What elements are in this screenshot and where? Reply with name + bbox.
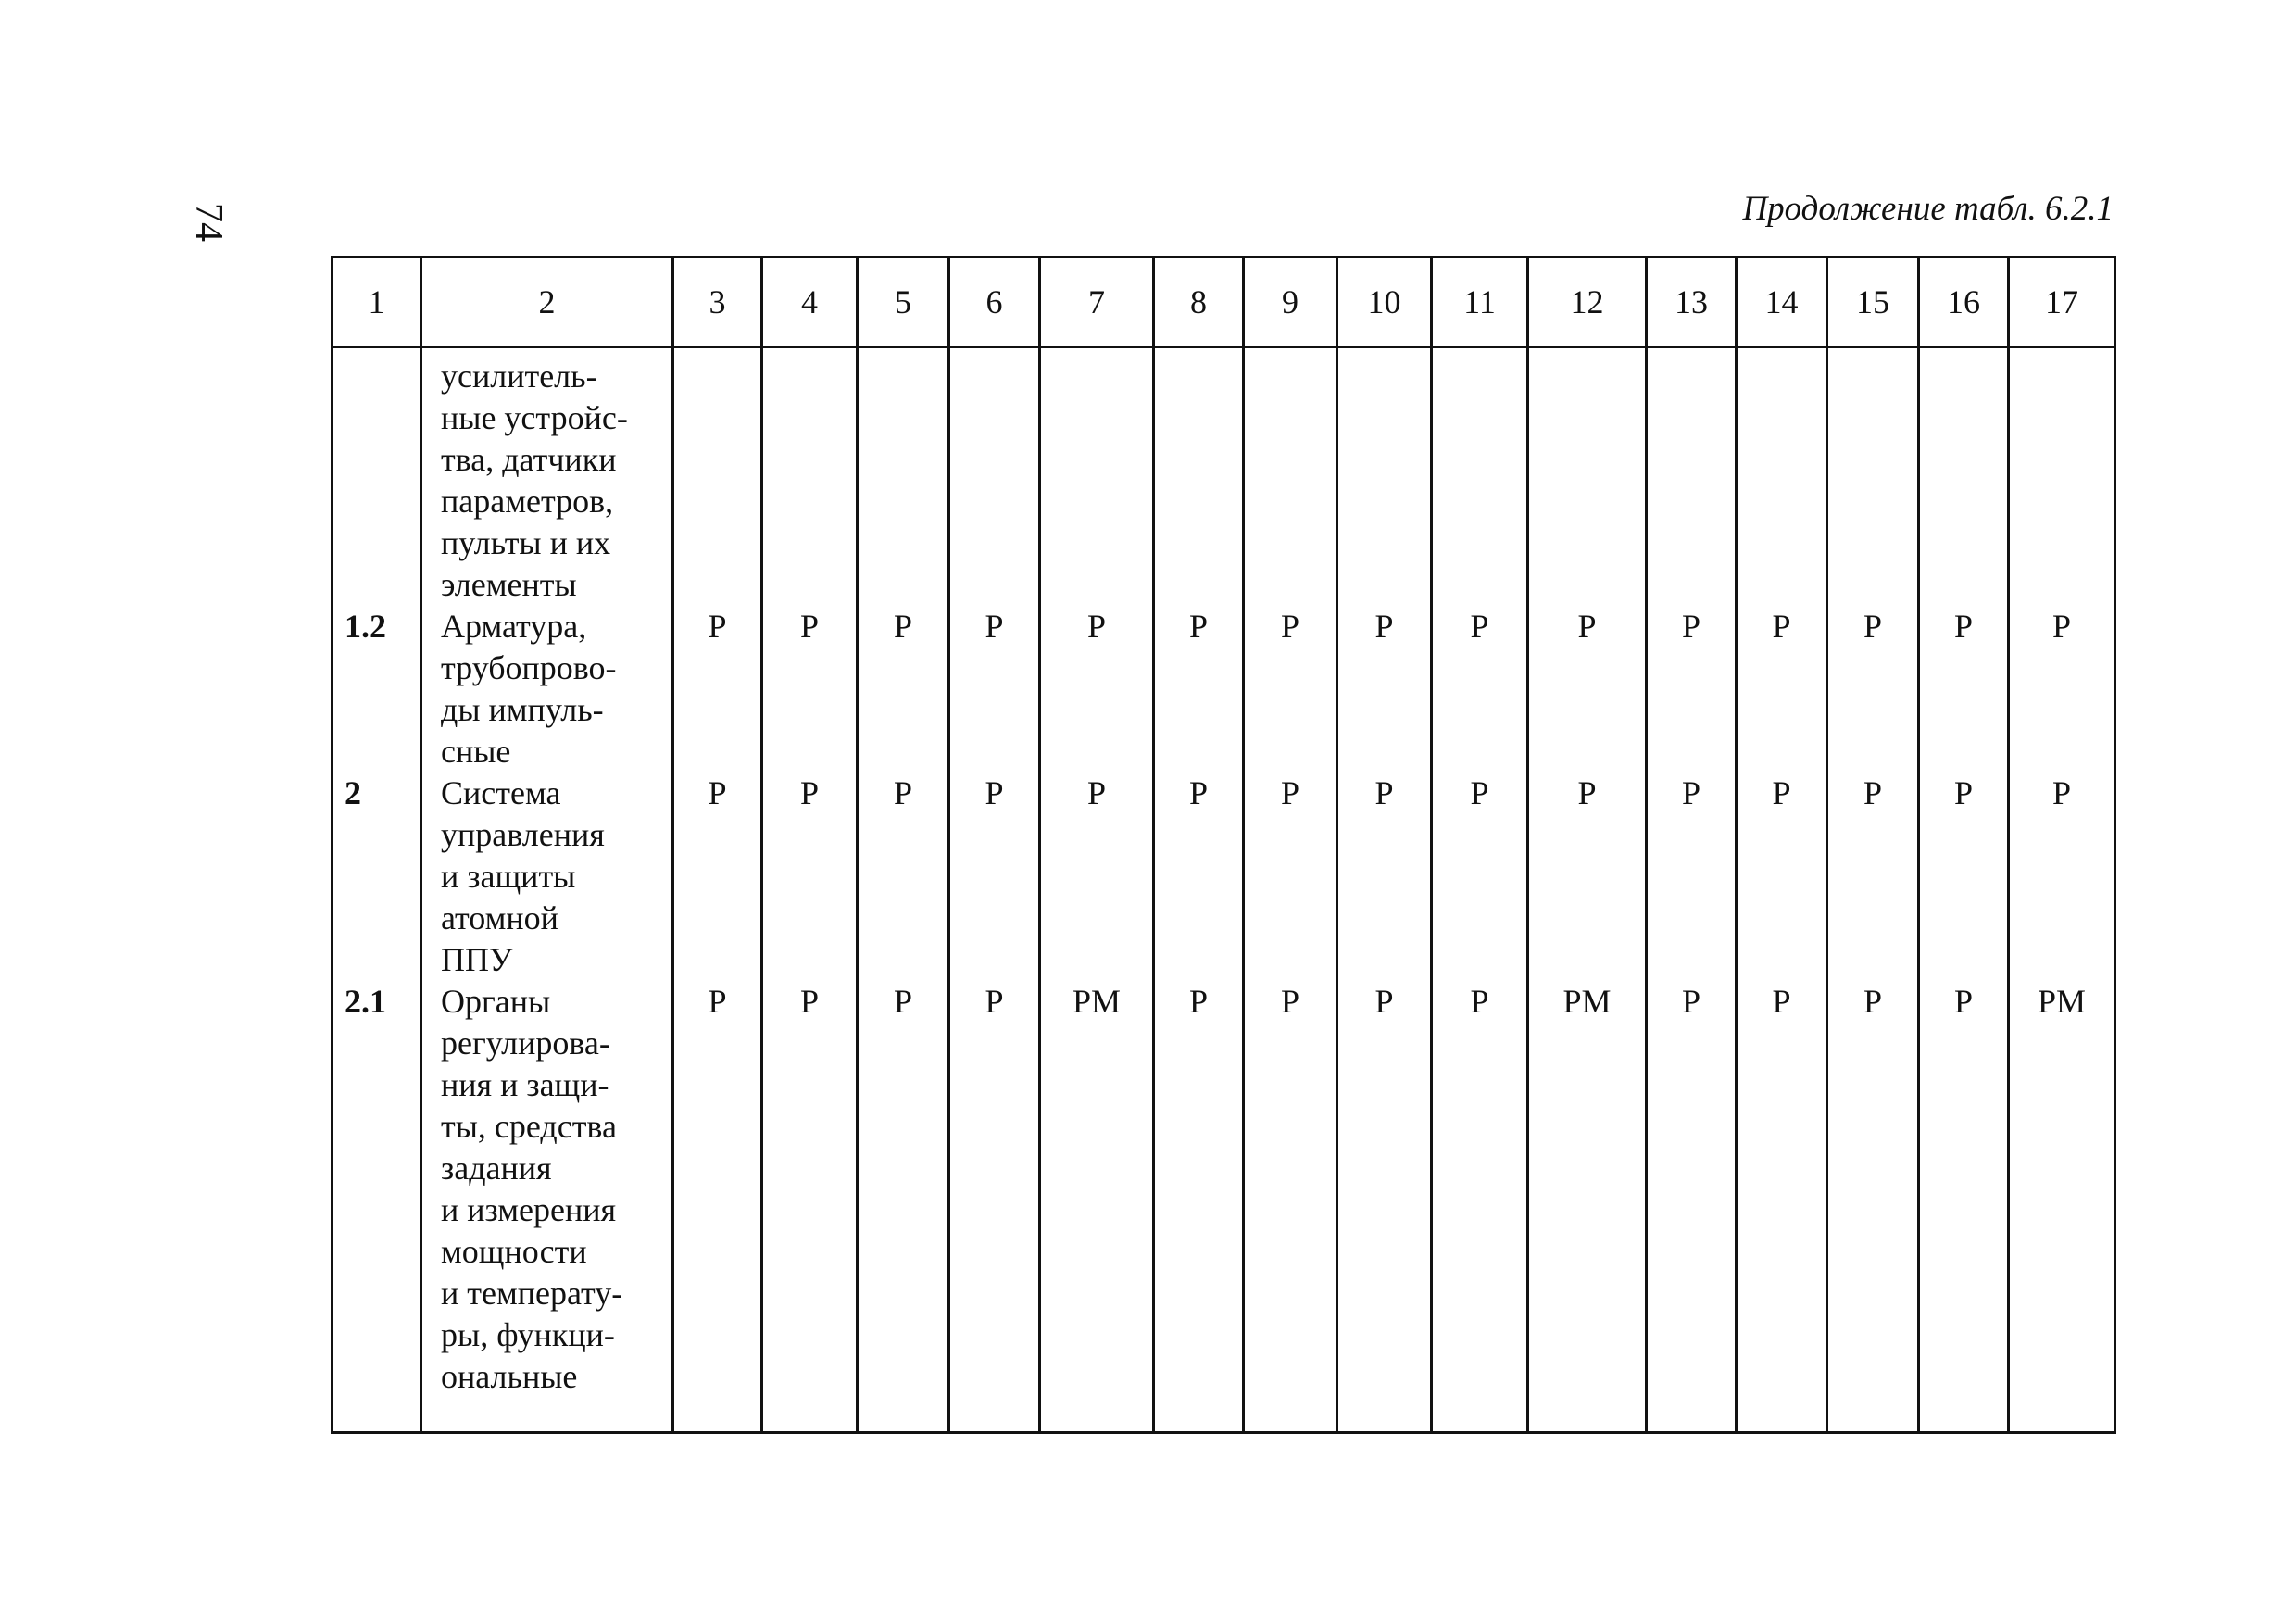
mark-cell-col-4: Р [762,981,858,1433]
mark-cell-col-3: Р [673,606,762,773]
mark-cell-col-11: Р [1432,606,1528,773]
column-header-16: 16 [1919,258,2009,347]
mark-cell-col-12: Р [1528,773,1647,981]
table-body [332,347,2115,1433]
description-line: ональные [441,1358,578,1395]
column-header-2: 2 [421,258,673,347]
mark-cell-col-5: Р [858,773,949,981]
table-row [332,606,2115,773]
mark-cell-col-5 [858,347,949,607]
table-row [332,773,2115,981]
mark-cell-col-16: Р [1919,606,2009,773]
mark-cell-col-17: Р [2009,773,2115,981]
mark-cell-col-8: Р [1154,773,1244,981]
description-line: сные [441,733,511,770]
description-line: параметров, [441,483,614,520]
mark-cell-col-15: Р [1827,981,1919,1433]
mark-cell-col-9: Р [1244,981,1337,1433]
mark-cell-col-11: Р [1432,773,1528,981]
row-number: 2.1 [332,981,421,1433]
column-header-9: 9 [1244,258,1337,347]
description-line: усилитель- [441,358,597,395]
mark-cell-col-10: Р [1337,981,1432,1433]
description-line: мощности [441,1233,587,1270]
mark-cell-col-5: Р [858,606,949,773]
column-header-3: 3 [673,258,762,347]
row-description [421,981,673,1433]
mark-cell-col-16: Р [1919,981,2009,1433]
row-number: 1.2 [332,606,421,773]
mark-cell-col-17: РМ [2009,981,2115,1433]
mark-cell-col-3: Р [673,981,762,1433]
description-line: задания [441,1150,552,1187]
description-line: пульты и их [441,524,611,561]
mark-cell-col-11 [1432,347,1528,607]
mark-cell-col-9 [1244,347,1337,607]
mark-cell-col-16 [1919,347,2009,607]
row-description [421,773,673,981]
row-description [421,347,673,607]
mark-cell-col-4 [762,347,858,607]
column-header-13: 13 [1647,258,1737,347]
mark-cell-col-8: Р [1154,606,1244,773]
description-line: ные устройс- [441,399,628,436]
mark-cell-col-15: Р [1827,606,1919,773]
mark-cell-col-15 [1827,347,1919,607]
mark-cell-col-13: Р [1647,606,1737,773]
description-line: ния и защи- [441,1066,609,1103]
column-header-8: 8 [1154,258,1244,347]
mark-cell-col-4: Р [762,773,858,981]
mark-cell-col-14: Р [1737,606,1827,773]
mark-cell-col-17: Р [2009,606,2115,773]
mark-cell-col-14: Р [1737,981,1827,1433]
mark-cell-col-8: Р [1154,981,1244,1433]
column-header-6: 6 [949,258,1040,347]
mark-cell-col-10 [1337,347,1432,607]
description-line: Органы [441,983,551,1020]
column-header-10: 10 [1337,258,1432,347]
mark-cell-col-7 [1040,347,1154,607]
mark-cell-col-14: Р [1737,773,1827,981]
column-header-17: 17 [2009,258,2115,347]
mark-cell-col-13: Р [1647,773,1737,981]
mark-cell-col-10: Р [1337,773,1432,981]
mark-cell-col-6: Р [949,773,1040,981]
row-number [332,347,421,607]
description-line: ды импуль- [441,691,604,728]
table-row [332,347,2115,607]
description-line: и измерения [441,1191,617,1228]
mark-cell-col-9: Р [1244,606,1337,773]
description-line: Система [441,774,561,811]
mark-cell-col-11: Р [1432,981,1528,1433]
description-line: атомной [441,899,558,936]
mark-cell-col-7: Р [1040,606,1154,773]
mark-cell-col-15: Р [1827,773,1919,981]
description-line: Арматура, [441,608,587,645]
description-line: ты, средства [441,1108,617,1145]
column-header-5: 5 [858,258,949,347]
column-header-12: 12 [1528,258,1647,347]
description-line: элементы [441,566,577,603]
description-line: управления [441,816,605,853]
mark-cell-col-6 [949,347,1040,607]
mark-cell-col-14 [1737,347,1827,607]
mark-cell-col-6: Р [949,606,1040,773]
row-description [421,606,673,773]
description-line: ры, функци- [441,1316,615,1353]
mark-cell-col-3: Р [673,773,762,981]
mark-cell-col-5: Р [858,981,949,1433]
header-row [332,258,2115,347]
mark-cell-col-3 [673,347,762,607]
mark-cell-col-10: Р [1337,606,1432,773]
page-number: 74 [187,203,230,242]
table-header [332,258,2115,347]
table-continuation-label: Продолжение табл. 6.2.1 [1742,190,2114,228]
description-line: и температу- [441,1275,623,1312]
description-line: ППУ [441,941,513,978]
mark-cell-col-7: РМ [1040,981,1154,1433]
column-header-1: 1 [332,258,421,347]
description-line: трубопрово- [441,649,617,686]
mark-cell-col-4: Р [762,606,858,773]
description-line: регулирова- [441,1024,610,1062]
column-header-7: 7 [1040,258,1154,347]
mark-cell-col-13 [1647,347,1737,607]
mark-cell-col-13: Р [1647,981,1737,1433]
mark-cell-col-12: РМ [1528,981,1647,1433]
mark-cell-col-6: Р [949,981,1040,1433]
table-row [332,981,2115,1433]
data-table [331,256,2116,1434]
mark-cell-col-7: Р [1040,773,1154,981]
column-header-15: 15 [1827,258,1919,347]
description-line: и защиты [441,858,576,895]
mark-cell-col-12 [1528,347,1647,607]
mark-cell-col-17 [2009,347,2115,607]
row-number: 2 [332,773,421,981]
mark-cell-col-8 [1154,347,1244,607]
column-header-4: 4 [762,258,858,347]
column-header-14: 14 [1737,258,1827,347]
column-header-11: 11 [1432,258,1528,347]
description-line: тва, датчики [441,441,617,478]
mark-cell-col-16: Р [1919,773,2009,981]
mark-cell-col-12: Р [1528,606,1647,773]
mark-cell-col-9: Р [1244,773,1337,981]
